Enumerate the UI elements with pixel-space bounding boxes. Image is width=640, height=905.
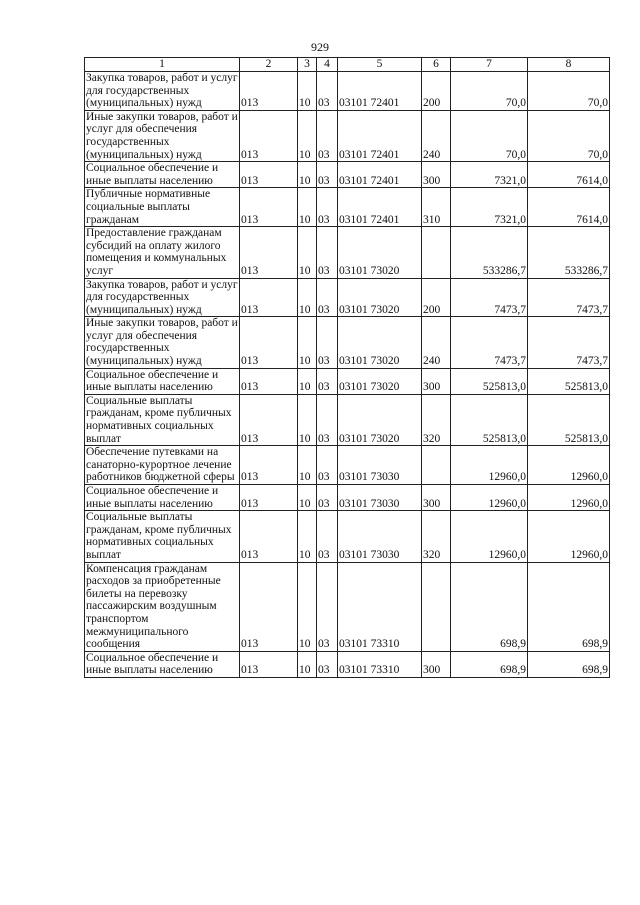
row-amount-year2: 7473,7 bbox=[528, 278, 610, 317]
row-amount-year1: 525813,0 bbox=[451, 394, 528, 445]
row-target-article: 03101 72401 bbox=[338, 162, 422, 188]
row-admin-code: 013 bbox=[240, 72, 298, 111]
row-section: 10 bbox=[298, 162, 317, 188]
row-subsection: 03 bbox=[317, 227, 338, 278]
row-subsection: 03 bbox=[317, 368, 338, 394]
row-amount-year2: 7614,0 bbox=[528, 162, 610, 188]
row-target-article: 03101 73020 bbox=[338, 317, 422, 368]
row-expense-type: 300 bbox=[422, 368, 451, 394]
row-amount-year1: 70,0 bbox=[451, 72, 528, 111]
row-admin-code: 013 bbox=[240, 446, 298, 485]
row-name: Социальное обеспечение и иные выплаты населению bbox=[85, 651, 240, 677]
row-target-article: 03101 72401 bbox=[338, 72, 422, 111]
row-target-article: 03101 72401 bbox=[338, 110, 422, 161]
row-subsection: 03 bbox=[317, 511, 338, 562]
row-amount-year1: 12960,0 bbox=[451, 511, 528, 562]
table-row bbox=[85, 278, 610, 317]
row-name: Социальные выплаты гражданам, кроме публичных нормативных социальных выплат bbox=[85, 511, 240, 562]
row-admin-code: 013 bbox=[240, 188, 298, 227]
row-section: 10 bbox=[298, 278, 317, 317]
table-row bbox=[85, 562, 610, 651]
row-expense-type: 240 bbox=[422, 110, 451, 161]
row-amount-year2: 70,0 bbox=[528, 72, 610, 111]
table-row bbox=[85, 317, 610, 368]
row-amount-year2: 12960,0 bbox=[528, 511, 610, 562]
row-expense-type: 300 bbox=[422, 162, 451, 188]
row-admin-code: 013 bbox=[240, 278, 298, 317]
row-expense-type bbox=[422, 227, 451, 278]
row-section: 10 bbox=[298, 446, 317, 485]
header-col-8: 8 bbox=[528, 58, 610, 72]
row-name: Обеспечение путевками на санаторно-курортное лечение работников бюджетной сферы bbox=[85, 446, 240, 485]
row-section: 10 bbox=[298, 227, 317, 278]
row-section: 10 bbox=[298, 394, 317, 445]
row-name: Социальное обеспечение и иные выплаты населению bbox=[85, 162, 240, 188]
row-admin-code: 013 bbox=[240, 162, 298, 188]
row-subsection: 03 bbox=[317, 394, 338, 445]
row-name: Иные закупки товаров, работ и услуг для обеспечения государственных (муниципальных) нужд bbox=[86, 317, 238, 368]
row-admin-code: 013 bbox=[240, 317, 298, 368]
table-row bbox=[85, 188, 610, 227]
table-row bbox=[85, 162, 610, 188]
row-target-article: 03101 73020 bbox=[338, 278, 422, 317]
row-target-article: 03101 73020 bbox=[338, 227, 422, 278]
row-target-article: 03101 73310 bbox=[338, 651, 422, 677]
table-row bbox=[85, 110, 610, 161]
row-expense-type: 300 bbox=[422, 651, 451, 677]
header-col-4: 4 bbox=[317, 58, 338, 72]
row-target-article: 03101 73030 bbox=[338, 485, 422, 511]
header-col-6: 6 bbox=[422, 58, 451, 72]
row-subsection: 03 bbox=[317, 317, 338, 368]
budget-table bbox=[84, 57, 610, 678]
row-amount-year1: 12960,0 bbox=[451, 446, 528, 485]
row-admin-code: 013 bbox=[240, 562, 298, 651]
row-amount-year2: 70,0 bbox=[528, 110, 610, 161]
row-amount-year1: 698,9 bbox=[451, 651, 528, 677]
row-name: Закупка товаров, работ и услуг для государственных (муниципальных) нужд bbox=[86, 278, 238, 316]
row-amount-year2: 698,9 bbox=[528, 651, 610, 677]
row-expense-type: 310 bbox=[422, 188, 451, 227]
table-row bbox=[85, 368, 610, 394]
row-subsection: 03 bbox=[317, 562, 338, 651]
row-target-article: 03101 73020 bbox=[338, 368, 422, 394]
row-amount-year2: 698,9 bbox=[528, 562, 610, 651]
row-section: 10 bbox=[298, 511, 317, 562]
row-target-article: 03101 72401 bbox=[338, 188, 422, 227]
row-subsection: 03 bbox=[317, 162, 338, 188]
row-admin-code: 013 bbox=[240, 227, 298, 278]
table-row bbox=[85, 651, 610, 677]
row-name: Социальное обеспечение и иные выплаты населению bbox=[85, 485, 240, 511]
row-name: Социальные выплаты гражданам, кроме публичных нормативных социальных выплат bbox=[85, 394, 240, 445]
row-amount-year2: 533286,7 bbox=[528, 227, 610, 278]
page-number: 929 bbox=[311, 40, 329, 54]
table-row bbox=[85, 227, 610, 278]
row-admin-code: 013 bbox=[240, 651, 298, 677]
row-subsection: 03 bbox=[317, 446, 338, 485]
row-amount-year1: 7473,7 bbox=[451, 278, 528, 317]
row-section: 10 bbox=[298, 317, 317, 368]
row-section: 10 bbox=[298, 72, 317, 111]
table-row bbox=[85, 72, 610, 111]
row-name: Предоставление гражданам субсидий на оплату жилого помещения и коммунальных услуг bbox=[85, 227, 240, 278]
row-amount-year1: 525813,0 bbox=[451, 368, 528, 394]
row-amount-year1: 70,0 bbox=[451, 110, 528, 161]
row-subsection: 03 bbox=[317, 278, 338, 317]
row-section: 10 bbox=[298, 188, 317, 227]
row-name: Иные закупки товаров, работ и услуг для обеспечения государственных (муниципальных) нужд bbox=[86, 110, 238, 161]
row-amount-year1: 7473,7 bbox=[451, 317, 528, 368]
row-target-article: 03101 73020 bbox=[338, 394, 422, 445]
row-target-article: 03101 73030 bbox=[338, 446, 422, 485]
row-target-article: 03101 73030 bbox=[338, 511, 422, 562]
row-amount-year2: 12960,0 bbox=[528, 485, 610, 511]
row-subsection: 03 bbox=[317, 110, 338, 161]
row-name: Социальное обеспечение и иные выплаты населению bbox=[85, 368, 240, 394]
row-expense-type: 200 bbox=[422, 72, 451, 111]
row-amount-year2: 525813,0 bbox=[528, 394, 610, 445]
header-col-5: 5 bbox=[338, 58, 422, 72]
row-amount-year1: 12960,0 bbox=[451, 485, 528, 511]
row-expense-type: 240 bbox=[422, 317, 451, 368]
row-expense-type bbox=[422, 562, 451, 651]
row-admin-code: 013 bbox=[240, 368, 298, 394]
row-subsection: 03 bbox=[317, 485, 338, 511]
row-section: 10 bbox=[298, 485, 317, 511]
row-amount-year1: 698,9 bbox=[451, 562, 528, 651]
row-section: 10 bbox=[298, 110, 317, 161]
row-amount-year1: 7321,0 bbox=[451, 162, 528, 188]
row-amount-year1: 7321,0 bbox=[451, 188, 528, 227]
row-expense-type bbox=[422, 446, 451, 485]
row-name: Закупка товаров, работ и услуг для государственных (муниципальных) нужд bbox=[86, 72, 238, 110]
row-subsection: 03 bbox=[317, 72, 338, 111]
row-target-article: 03101 73310 bbox=[338, 562, 422, 651]
row-admin-code: 013 bbox=[240, 485, 298, 511]
row-section: 10 bbox=[298, 368, 317, 394]
row-name: Компенсация гражданам расходов за приобретенные билеты на перевозку пассажирским воздушным транспортом межмуниципального сообщения bbox=[85, 562, 240, 651]
row-admin-code: 013 bbox=[240, 110, 298, 161]
row-admin-code: 013 bbox=[240, 511, 298, 562]
header-row bbox=[85, 58, 610, 72]
row-name: Публичные нормативные социальные выплаты гражданам bbox=[85, 188, 240, 227]
row-amount-year2: 7473,7 bbox=[528, 317, 610, 368]
table-row bbox=[85, 485, 610, 511]
header-col-1: 1 bbox=[85, 58, 240, 72]
row-section: 10 bbox=[298, 651, 317, 677]
header-col-2: 2 bbox=[240, 58, 298, 72]
row-expense-type: 300 bbox=[422, 485, 451, 511]
row-admin-code: 013 bbox=[240, 394, 298, 445]
row-amount-year2: 525813,0 bbox=[528, 368, 610, 394]
row-subsection: 03 bbox=[317, 651, 338, 677]
row-section: 10 bbox=[298, 562, 317, 651]
row-expense-type: 200 bbox=[422, 278, 451, 317]
table-row bbox=[85, 394, 610, 445]
row-subsection: 03 bbox=[317, 188, 338, 227]
row-expense-type: 320 bbox=[422, 394, 451, 445]
row-amount-year1: 533286,7 bbox=[451, 227, 528, 278]
header-col-3: 3 bbox=[298, 58, 317, 72]
row-amount-year2: 7614,0 bbox=[528, 188, 610, 227]
header-col-7: 7 bbox=[451, 58, 528, 72]
table-row bbox=[85, 511, 610, 562]
row-amount-year2: 12960,0 bbox=[528, 446, 610, 485]
row-expense-type: 320 bbox=[422, 511, 451, 562]
table-row bbox=[85, 446, 610, 485]
